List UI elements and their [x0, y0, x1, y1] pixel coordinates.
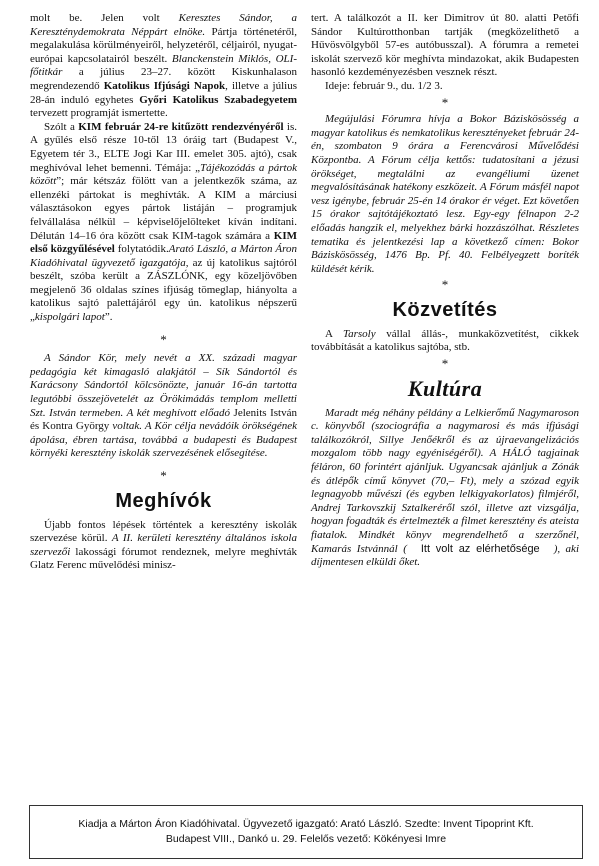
text: Pártja történetéről, megalakulása körülményeiről, helyzetéről, céljairól, nyugat-európai kapcsolatairól beszélt. [30, 25, 297, 65]
text-bold: KIM első közgyűlésével [30, 229, 297, 256]
heading-kultura: Kultúra [407, 375, 483, 401]
text-italic: Arató László, a Márton Áron Kiadóhivatal ügyvezető igazgatója, [30, 243, 297, 269]
imprint-box [29, 805, 583, 859]
text: ”; már kétszáz fölött van a jelentkezők száma, az ellenzéki pártokat is meghívták. A KIM a márciusi választásokon egyes pártok listáján – programjuk felvállalása nélkül – képviselőjelölteket kíván indítani. Délután 14–16 óra között csak KIM-tagok számára a [30, 175, 297, 242]
section-separator: * [441, 356, 449, 372]
text: lakossági fórumot rendeznek, melyre meghívták Glatz Ferenc művelődési minisz- [30, 545, 297, 572]
text-bold: KIM február 24-re kitűzött rendezvényéről [78, 120, 284, 133]
text-italic: voltak. A Kör célja nevádóik örökségének ápolása, ébren tartása, továbbá a budapesti és Budapest környéki keresztény iskolák szervezésének elősegítése. [30, 420, 297, 460]
right-column [311, 12, 579, 570]
text: az új katolikus sajtóról beszélt, szóba került a ZÁSZLÓNK, egy közeljövőben megjelenő 36 oldalas színes ifjúság tömeglap, hiányolta a katolikus sajtó palettájáról egy ún. katolikus népszerű „ [30, 256, 297, 324]
text-italic: Tarsoly [343, 327, 376, 340]
text-italic: Maradt még néhány példány a Lelkierőmű Nagymaroson c. könyvből (szociográfia a nagymarosi és más ifjúsági találkozókról, Sillye Jenőékről és az újraevangelizációs mozgalom több nagy egyéniségéről). A HÁLÓ tagjainak féláron, 60 forintért ajánljuk. Ugyancsak ajánljuk a Zónák és átlépők című könyvet (70,– Ft), mely a szózad egyik legnagyobb művészi (és egyben lelkigyakorlatos) filmjéről, Andrej Tarkovszkij Sztalkeréről szól, illetve azt vizsgálja, hogyan fogadták és értelmezték a filmet keresztény és ateista fiatalok. Mindkét könyv megrendelhető a szerzőnél, Kamarás Istvánnál ( [311, 406, 579, 555]
paragraph-kultura [311, 407, 579, 570]
paragraph-forum-place: tert. A találkozót a II. ker Dimitrov út 80. alatti Petőfi Sándor Kultúrotthonban tartják (megközelíthető a Hűvösvölgyből 57-es autóbusszal). A fórumra a remetei iskolát szervező kör meghívta mindazokat, akik Budapesten hasonló kezdeményezésben vesznek részt. [311, 12, 579, 79]
text-italic: A Sándor Kör, mely nevét a XX. századi magyar pedagógia két kimagasló alakjától – Sík Sándortól és Karácsony Sándortól kölcsönözte, január 16-án tartotta legutóbbi összejövetelét az Örökimádás templom melletti Szt. István termeben. A két meghívott előadó [30, 352, 297, 419]
left-column [30, 12, 297, 573]
text-italic: A II. kerületi keresztény általános iskola szervezői [30, 532, 297, 558]
paragraph-tarsoly [311, 328, 579, 355]
text: molt be. Jelen volt [30, 12, 179, 24]
section-separator: * [160, 331, 167, 347]
paragraph-sandor-kor [30, 352, 297, 461]
section-separator: * [441, 94, 449, 110]
text: Szólt a [44, 120, 79, 133]
paragraph-forum-date: Ideje: február 9., du. 1/2 3. [325, 79, 443, 92]
text: is. A gyűlés első része 10-től 13 óráig tart (Budapest V., Egyetem tér 3., ELTE Jogi Kar III. emelet 305. ajtó), csak meghívóval lehet bemenni. Témája: „ [30, 120, 297, 174]
text: a július 23–27. között Kiskunhalason megrendezendő [30, 66, 297, 92]
imprint-line: Budapest VIII., Dankó u. 29. Felelős vezető: Kökényesi Imre [165, 833, 447, 845]
text-bold: Győri Katolikus Szabadegyetem [139, 93, 297, 106]
section-separator: * [160, 468, 167, 483]
text: A [325, 327, 344, 340]
paragraph-megujulasi-forum: Megújulási Fórumra hívja a Bokor Báziskösösség a magyar katolikus és nemkatolikus keresztényeket február 24-én, szombaton 9 órára a Ferencvárosi Művelődési Központba. A Fórum célja kettős: tudatosítani a jézusi örökséget, megtalálni az evangéliumi üzenet megvalósításának hatékony eszközeit. A Fórum másfél napot vesz igénybe, február 25-én 14 órakor ér véget. Ezt követően 15 órakor sajtótájékoztató lesz. Egy-egy félnapon 2-2 előadás hangzik el, melyekhez bárki hozzászólhat. Részletes tematika és jelentkezési lap a következő címen: Bokor Báziskösösség, 1476 Bp. Pf. 40. Felbélyegzett boríték küldését kérik. [311, 113, 579, 275]
paragraph-iskola [30, 519, 297, 573]
text-italic: Blanckenstein Miklós, OLI-főtitkár [30, 52, 297, 79]
text: , illetve a július 28-án induló egyhetes [30, 79, 297, 106]
text: Jelenits István és Kontra György [30, 406, 297, 433]
heading-kozvetites: Közvetítés [392, 298, 498, 321]
text: Újabb fontos lépések történtek a keresztény iskolák szervezése körül. [30, 518, 297, 545]
imprint-line: Kiadja a Márton Áron Kiadóhivatal. Ügyvezető igazgató: Arató László. Szedte: Invent Tipoprint Kft. [78, 818, 534, 830]
heading-meghivok: Meghívók [115, 489, 212, 512]
text: ”. [104, 311, 113, 324]
text-bold: Katolikus Ifjúsági Napok [103, 79, 226, 92]
text: folytatódik. [114, 243, 169, 256]
text-italic: Tájékozódás a pártok között [30, 161, 297, 188]
paragraph-kdnp [30, 12, 297, 121]
text-italic: ), aki díjmentesen elküldi őket. [311, 542, 579, 569]
text: vállal állás-, munkaközvetítést, cikkek továbbítását a katolikus sajtóba, stb. [311, 327, 579, 354]
paragraph-kim [30, 121, 297, 325]
text: tervezett programját ismertette. [30, 107, 168, 120]
text-italic: kispolgári lapot [34, 311, 105, 324]
text-italic: Keresztes Sándor, a Kereszténydemokrata Néppárt elnöke. [30, 12, 297, 38]
text-sans: Itt volt az elérhetősége [420, 542, 540, 555]
section-separator: * [441, 277, 449, 293]
